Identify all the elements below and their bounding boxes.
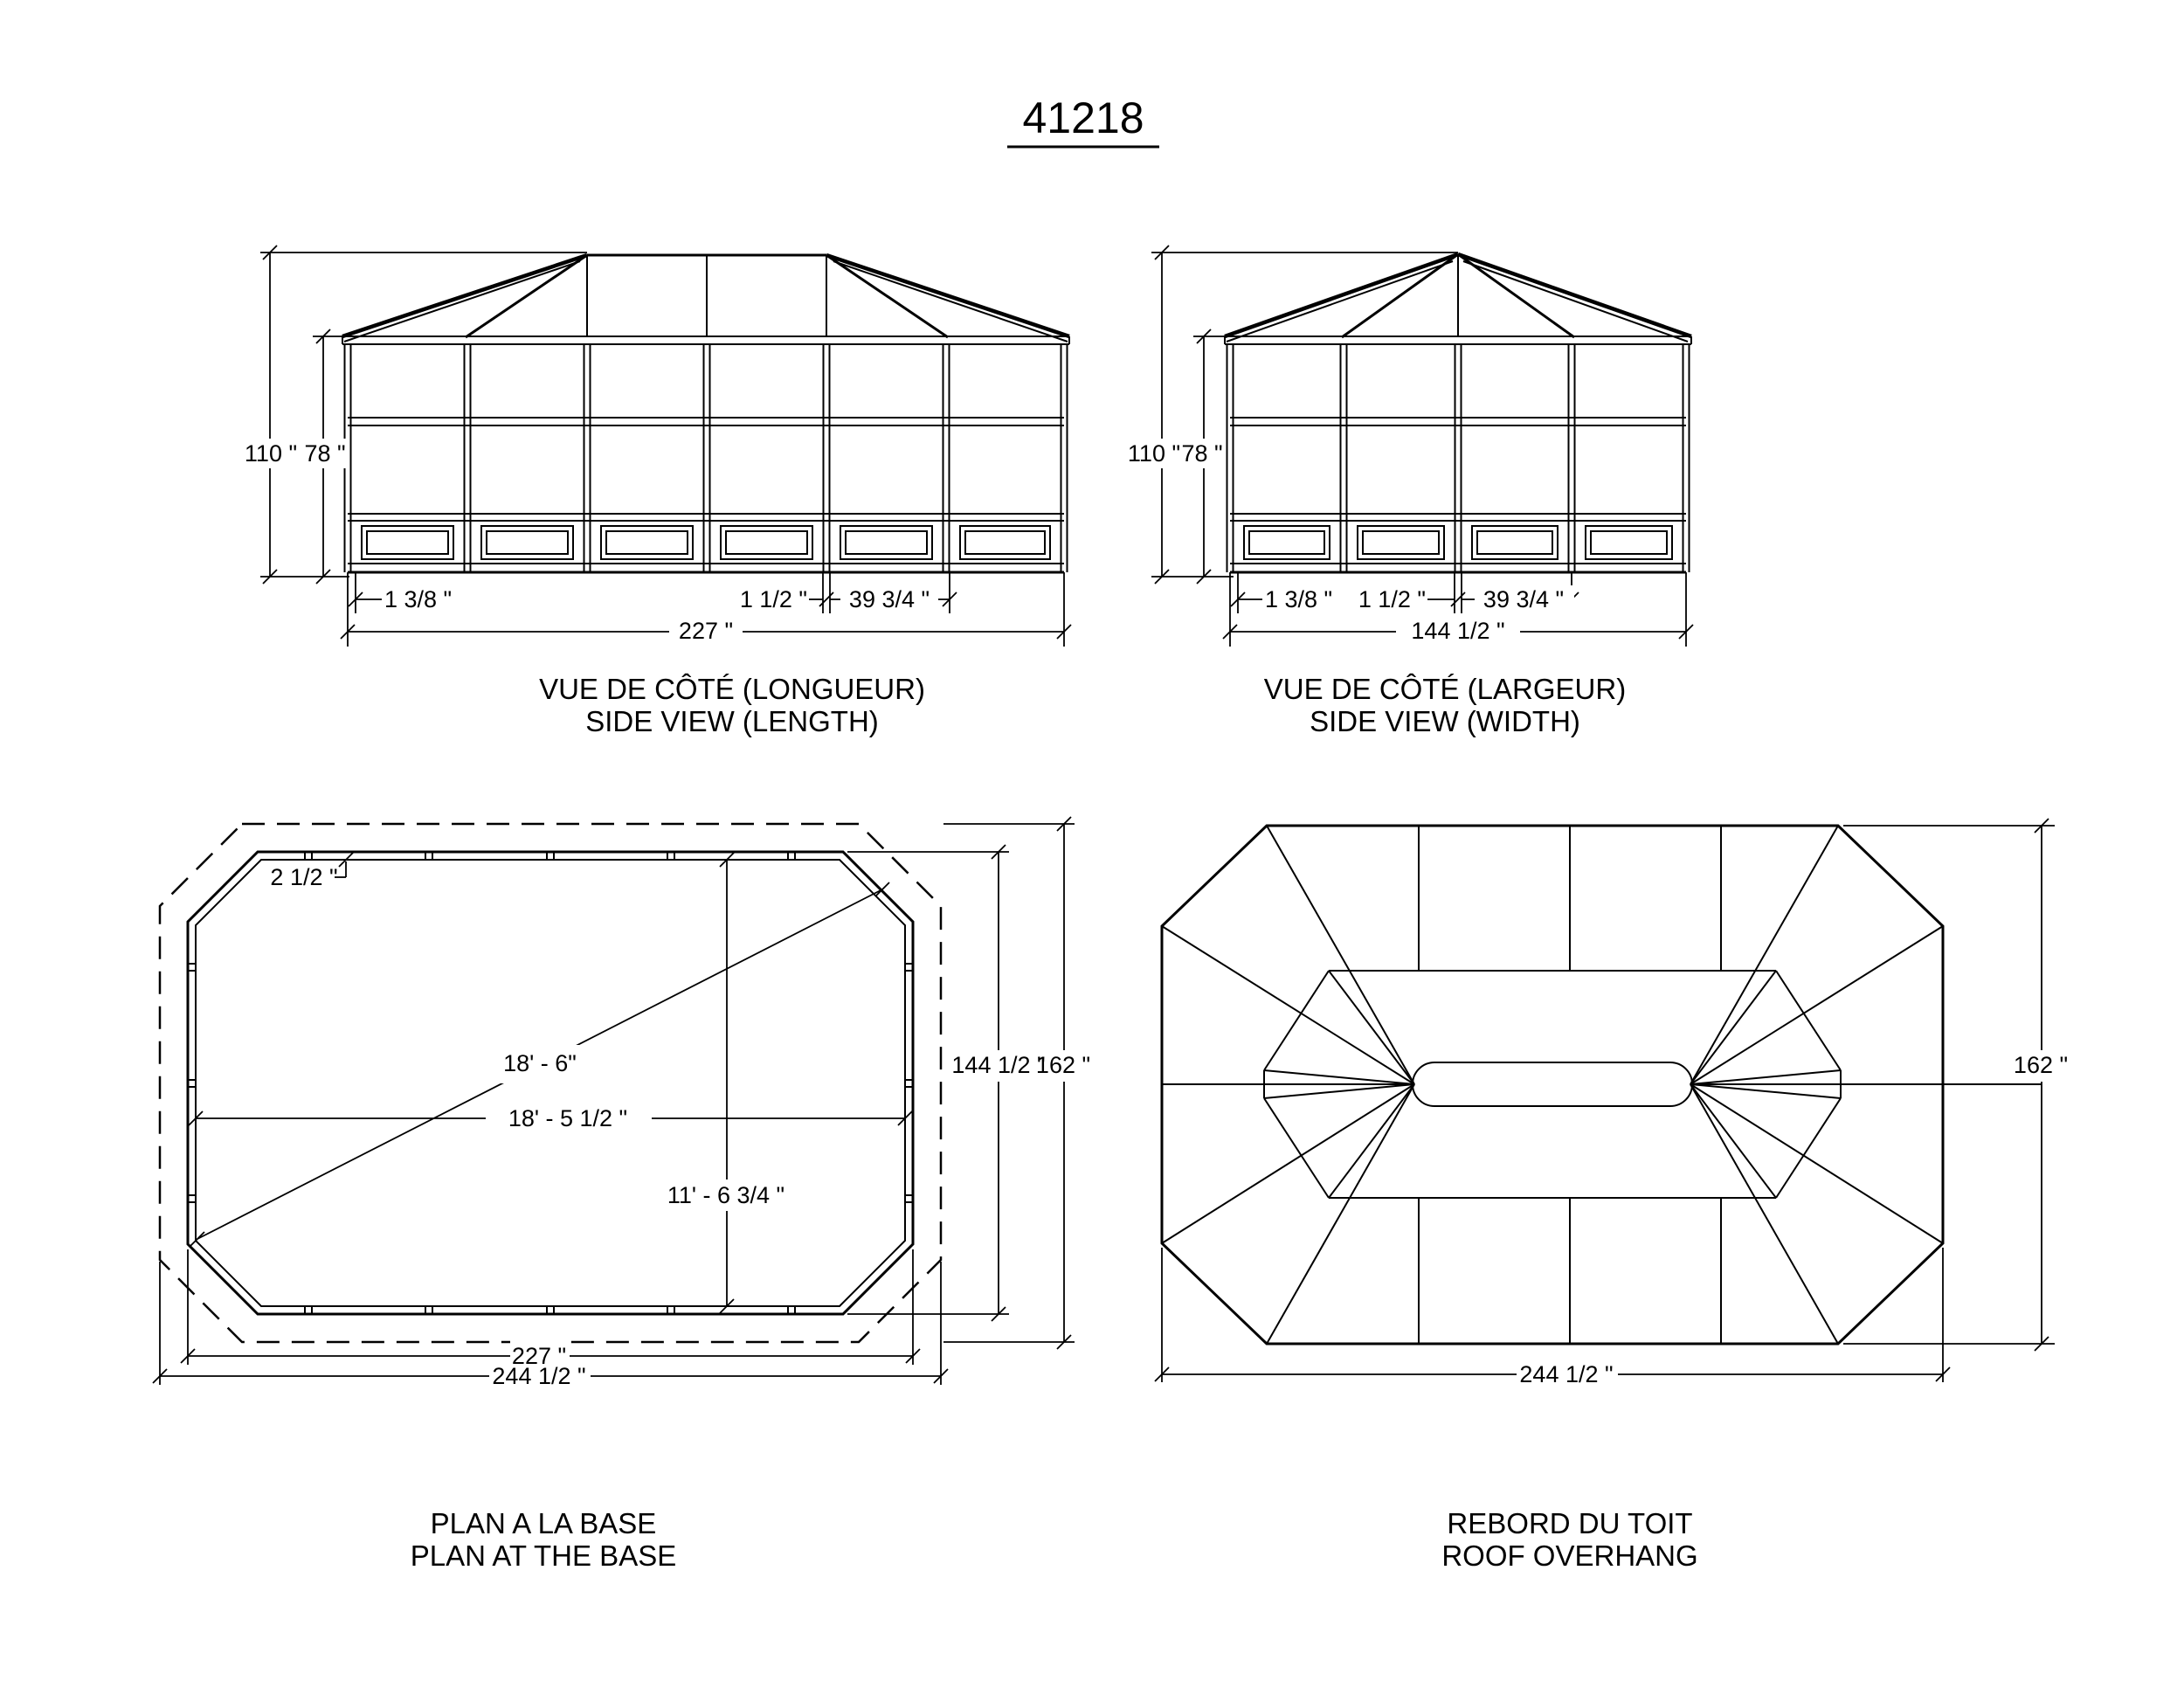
side-width-eave [1225, 336, 1691, 344]
dim-width-wall: 227 " [511, 1343, 567, 1369]
dim-inner-width: 11' - 6 3/4 " [667, 1182, 785, 1208]
side-width-roof [1225, 254, 1691, 342]
dim-overall-width: 144 1/2 " [1411, 618, 1505, 644]
side-length-dimensions [241, 246, 1071, 647]
dim-total-height: 110 " [244, 440, 298, 467]
dim-mullion: 1 1/2 " [1358, 586, 1426, 612]
roof-ridge-cap [1413, 1062, 1692, 1106]
dim-corner-post: 1 3/8 " [1265, 586, 1333, 612]
view-plan-base [153, 817, 1092, 1572]
side-width-kick-panels [1244, 526, 1672, 559]
dim-corner-post: 1 3/8 " [384, 586, 453, 612]
dim-mullion: 1 1/2 " [739, 586, 807, 612]
sheet-title [1007, 93, 1159, 147]
caption-fr: PLAN A LA BASE [430, 1507, 657, 1539]
dim-bay-width: 39 3/4 " [848, 586, 930, 612]
roof-caption [1441, 1507, 1697, 1572]
dim-bay-width: 39 3/4 " [1482, 586, 1565, 612]
dim-depth-wall: 144 1/2 " [951, 1052, 1046, 1078]
caption-en: SIDE VIEW (LENGTH) [585, 705, 879, 737]
side-length-eave [342, 336, 1069, 344]
plan-caption [411, 1507, 676, 1572]
roof-dimensions [1155, 819, 2070, 1391]
dim-inner-length: 18' - 5 1/2 " [508, 1105, 628, 1131]
dim-wall-height: 78 " [304, 440, 346, 467]
caption-en: ROOF OVERHANG [1441, 1539, 1698, 1572]
view-roof-overhang [1155, 819, 2070, 1572]
side-width-rails [1230, 418, 1686, 572]
dim-overall-width: 227 " [678, 618, 734, 644]
view-side-length [241, 246, 1071, 737]
dim-total-height: 110 " [1127, 440, 1181, 467]
dim-depth-overhang: 162 " [1035, 1052, 1091, 1078]
view-side-width [1125, 246, 1693, 737]
model-number: 41218 [1022, 93, 1144, 142]
caption-fr: REBORD DU TOIT [1447, 1507, 1693, 1539]
caption-en: PLAN AT THE BASE [410, 1539, 677, 1572]
caption-fr: VUE DE CÔTÉ (LARGEUR) [1263, 673, 1627, 705]
dim-width-overhang: 244 1/2 " [492, 1363, 586, 1389]
caption-en: SIDE VIEW (WIDTH) [1310, 705, 1580, 737]
roof-hip-lines [1162, 826, 2042, 1344]
dim-width: 244 1/2 " [1519, 1361, 1614, 1387]
side-width-caption [1264, 673, 1626, 737]
caption-fr: VUE DE CÔTÉ (LONGUEUR) [539, 673, 925, 705]
side-length-rails [348, 418, 1064, 572]
side-width-mullions [1227, 344, 1690, 572]
dim-wall-height: 78 " [1181, 440, 1223, 467]
side-length-caption [539, 673, 925, 737]
dim-wall-thickness: 2 1/2 " [270, 864, 338, 890]
dim-depth: 162 " [2013, 1052, 2069, 1078]
side-length-roof [342, 255, 1069, 342]
dim-diagonal: 18' - 6" [503, 1050, 577, 1076]
